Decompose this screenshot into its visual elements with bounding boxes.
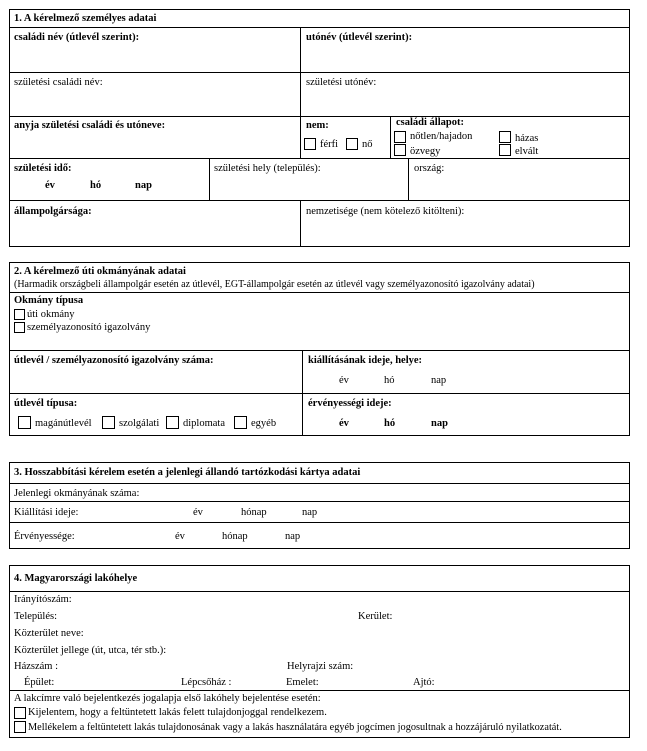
citizenship-label: állampolgársága: xyxy=(14,206,92,217)
married-label: házas xyxy=(515,133,539,144)
city-label: Település: xyxy=(14,611,57,622)
birth-place-label: születési hely (település): xyxy=(214,163,321,174)
single-label: nőtlen/hajadon xyxy=(410,131,473,142)
birth-date-label: születési idő: xyxy=(14,163,72,174)
section-travel-document xyxy=(9,262,630,436)
validity-date-month: hónap xyxy=(222,531,248,542)
section-1-title: 1. A kérelmező személyes adatai xyxy=(14,13,157,24)
section-current-card xyxy=(9,462,630,549)
section-3-title: 3. Hosszabbítási kérelem esetén a jelenlegi állandó tartózkodási kártya adatai xyxy=(14,467,361,478)
section-2-title: 2. A kérelmező úti okmányának adatai xyxy=(14,266,186,277)
section-personal-data xyxy=(9,9,630,247)
single-checkbox[interactable] xyxy=(394,131,406,143)
private-passport-label: magánútlevél xyxy=(35,418,92,429)
family-name-label: családi név (útlevél szerint): xyxy=(14,32,140,43)
divorced-checkbox[interactable] xyxy=(499,144,511,156)
widowed-label: özvegy xyxy=(410,146,441,157)
current-number-label: Jelenlegi okmányának száma: xyxy=(14,488,140,499)
birth-family-name-label: születési családi név: xyxy=(14,77,103,88)
section-4-title: 4. Magyarországi lakóhelye xyxy=(14,573,138,584)
validity-month-label: hó xyxy=(384,418,396,429)
door-label: Ajtó: xyxy=(413,677,435,688)
issue-date-day: nap xyxy=(302,507,318,518)
birth-month-label: hó xyxy=(90,180,102,191)
male-checkbox[interactable] xyxy=(304,138,316,150)
service-passport-checkbox[interactable] xyxy=(102,416,115,429)
house-no-label: Házszám : xyxy=(14,661,59,672)
validity-year-label: év xyxy=(339,418,349,429)
section-2-subtitle: (Harmadik országbeli állampolgár esetén az útlevél, EGT-állampolgár esetén az útlevél vagy személyazonosító igazolvány adatai) xyxy=(14,279,535,290)
issue-year-label: év xyxy=(339,375,349,386)
id-card-label: személyazonosító igazolvány xyxy=(27,322,151,333)
floor-label: Emelet: xyxy=(286,677,319,688)
other-passport-checkbox[interactable] xyxy=(234,416,247,429)
female-checkbox[interactable] xyxy=(346,138,358,150)
validity-date-day: nap xyxy=(285,531,301,542)
validity-date-year: év xyxy=(175,531,185,542)
section-hungarian-residence xyxy=(9,565,630,738)
validity-label: érvényességi ideje: xyxy=(308,398,392,409)
sex-label: nem: xyxy=(306,120,329,131)
male-label: férfi xyxy=(320,139,339,150)
female-label: nő xyxy=(362,139,373,150)
widowed-checkbox[interactable] xyxy=(394,144,406,156)
diplomatic-passport-checkbox[interactable] xyxy=(166,416,179,429)
other-passport-label: egyéb xyxy=(251,418,277,429)
issue-day-label: nap xyxy=(431,375,447,386)
service-passport-label: szolgálati xyxy=(119,418,160,429)
nationality-label: nemzetisége (nem kötelező kitölteni): xyxy=(306,206,465,217)
id-card-checkbox[interactable] xyxy=(14,322,25,333)
birth-given-name-label: születési utónév: xyxy=(306,77,377,88)
attached-consent-label: Mellékelem a feltüntetett lakás tulajdonosának vagy a lakás használatára egyéb jogcímen jogosultnak a hozzájáruló nyilatkozatát. xyxy=(28,722,562,733)
street-type-label: Közterület jellege (út, utca, tér stb.): xyxy=(14,645,167,656)
travel-doc-checkbox[interactable] xyxy=(14,309,25,320)
issue-date-month: hónap xyxy=(241,507,267,518)
validity-date-label: Érvényessége: xyxy=(14,531,75,542)
passport-type-label: útlevél típusa: xyxy=(14,398,78,409)
mother-name-label: anyja születési családi és utóneve: xyxy=(14,120,166,131)
issue-month-label: hó xyxy=(384,375,395,386)
validity-day-label: nap xyxy=(431,418,448,429)
travel-doc-label: úti okmány xyxy=(27,309,75,320)
family-name-field[interactable] xyxy=(14,48,296,68)
given-name-label: utónév (útlevél szerint): xyxy=(306,32,413,43)
legal-basis-label: A lakcímre való bejelentkezés jogalapja első lakóhely bejelentése esetén: xyxy=(14,693,321,704)
married-checkbox[interactable] xyxy=(499,131,511,143)
building-label: Épület: xyxy=(24,677,55,688)
given-name-field[interactable] xyxy=(306,48,624,68)
attached-consent-checkbox[interactable] xyxy=(14,721,26,733)
owner-checkbox[interactable] xyxy=(14,707,26,719)
issue-date-label: Kiállítási ideje: xyxy=(14,507,79,518)
lot-no-label: Helyrajzi szám: xyxy=(287,661,354,672)
diplomatic-passport-label: diplomata xyxy=(183,418,225,429)
doc-type-label: Okmány típusa xyxy=(14,295,84,306)
country-label: ország: xyxy=(414,163,445,174)
birth-day-label: nap xyxy=(135,180,152,191)
owner-label: Kijelentem, hogy a feltüntetett lakás felett tulajdonjoggal rendelkezem. xyxy=(28,707,327,718)
zip-label: Irányítószám: xyxy=(14,594,72,605)
private-passport-checkbox[interactable] xyxy=(18,416,31,429)
district-label: Kerület: xyxy=(358,611,393,622)
stairs-label: Lépcsőház : xyxy=(181,677,232,688)
issue-label: kiállításának ideje, helye: xyxy=(308,355,423,366)
street-label: Közterület neve: xyxy=(14,628,84,639)
issue-date-year: év xyxy=(193,507,203,518)
doc-number-label: útlevél / személyazonosító igazolvány száma: xyxy=(14,355,214,366)
birth-year-label: év xyxy=(45,180,55,191)
divorced-label: elvált xyxy=(515,146,539,157)
marital-status-label: családi állapot: xyxy=(396,117,464,128)
